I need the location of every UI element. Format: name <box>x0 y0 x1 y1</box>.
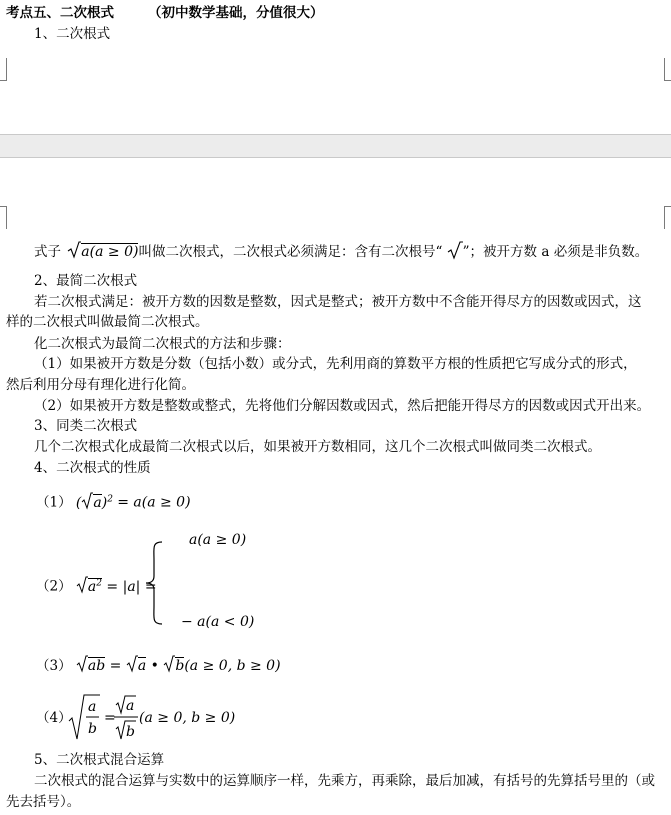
page-corner-mark <box>0 206 7 229</box>
property-3-rhs: (a ≥ 0, b ≥ 0) <box>184 658 281 674</box>
property-2-label: （2） <box>36 578 72 595</box>
section2-step2: （2）如果被开方数是整数或整式，先将他们分解因数或因式，然后把能开得尽方的因数或因式开出来。 <box>34 398 651 414</box>
section2-paragraph-line1: 若二次根式满足：被开方数的因数是整数，因式是整式；被开方数中不含能开得尽方的因数或因式，这 <box>34 294 642 310</box>
property-3-lhs: ab = a • b <box>76 658 184 674</box>
page-corner-mark <box>0 58 7 81</box>
svg-text:=: = <box>104 710 116 726</box>
section2-paragraph-line2: 样的二次根式叫做最简二次根式。 <box>6 314 209 330</box>
sqrt-sign-icon <box>67 241 81 259</box>
section3-text: 几个二次根式化成最简二次根式以后，如果被开方数相同，这几个二次根式叫做同类二次根式。 <box>34 439 601 455</box>
svg-text:a: a <box>126 698 135 714</box>
definition-math: a(a ≥ 0) <box>81 244 139 260</box>
definition-text: 叫做二次根式，二次根式必须满足：含有二次根号“ <box>138 244 443 260</box>
property-1-lhs: ( a)$^2$ <box>76 495 113 511</box>
section2-step1-line1: （1）如果被开方数是分数（包括小数）或分式，先利用商的算数平方根的性质把它写成分式的形式， <box>34 356 637 372</box>
sqrt-sign-icon <box>76 576 88 594</box>
definition-prefix: 式子 <box>34 244 61 260</box>
sqrt-sign-icon <box>126 655 138 673</box>
sqrt-sign-icon <box>163 655 175 673</box>
sqrt-sign-icon <box>76 655 88 673</box>
property-1-rhs: = a(a ≥ 0) <box>117 494 191 511</box>
section2-method-intro: 化二次根式为最简二次根式的方法和步骤： <box>34 336 291 352</box>
section1-title: 1、二次根式 <box>34 26 111 42</box>
heading-note: （初中数学基础，分值很大） <box>148 5 324 21</box>
property-2-case1: a(a ≥ 0) <box>189 532 247 548</box>
property-3 <box>36 655 281 676</box>
property-2-lhs: （2） $a^2 = |a|$ = <box>36 573 157 597</box>
page-corner-mark <box>664 58 671 81</box>
property-4-label: （4） <box>36 710 72 726</box>
section-heading <box>6 3 324 23</box>
svg-text:a: a <box>88 699 97 715</box>
definition-text-end: ”；被开方数 a 必须是非负数。 <box>462 244 649 260</box>
svg-text:b: b <box>88 721 97 737</box>
svg-text:b: b <box>126 724 135 740</box>
heading-title: 考点五、二次根式 <box>6 5 114 21</box>
section2-title: 2、最简二次根式 <box>34 273 138 289</box>
property-2-case2: − a(a < 0) <box>181 614 255 630</box>
section2-step1-line2: 然后利用分母有理化进行化简。 <box>6 377 195 393</box>
sqrt-sign-icon <box>81 492 93 510</box>
page-corner-mark <box>664 206 671 229</box>
definition-line <box>34 240 648 262</box>
section3-title: 3、同类二次根式 <box>34 418 138 434</box>
property-1 <box>36 489 191 513</box>
section5-line1: 二次根式的混合运算与实数中的运算顺序一样，先乘方，再乘除，最后加减，有括号的先算括号里的（或 <box>34 773 655 789</box>
section4-title: 4、二次根式的性质 <box>34 460 151 476</box>
section5-line2: 先去括号）。 <box>6 794 81 810</box>
property-1-label: （1） <box>36 494 72 511</box>
property-3-label: （3） <box>36 658 72 674</box>
page-break <box>0 134 671 158</box>
brace-icon <box>144 540 164 626</box>
property-4-rhs: (a ≥ 0, b ≥ 0) <box>139 710 236 726</box>
section5-title: 5、二次根式混合运算 <box>34 752 165 768</box>
sqrt-symbol-icon <box>447 240 463 260</box>
